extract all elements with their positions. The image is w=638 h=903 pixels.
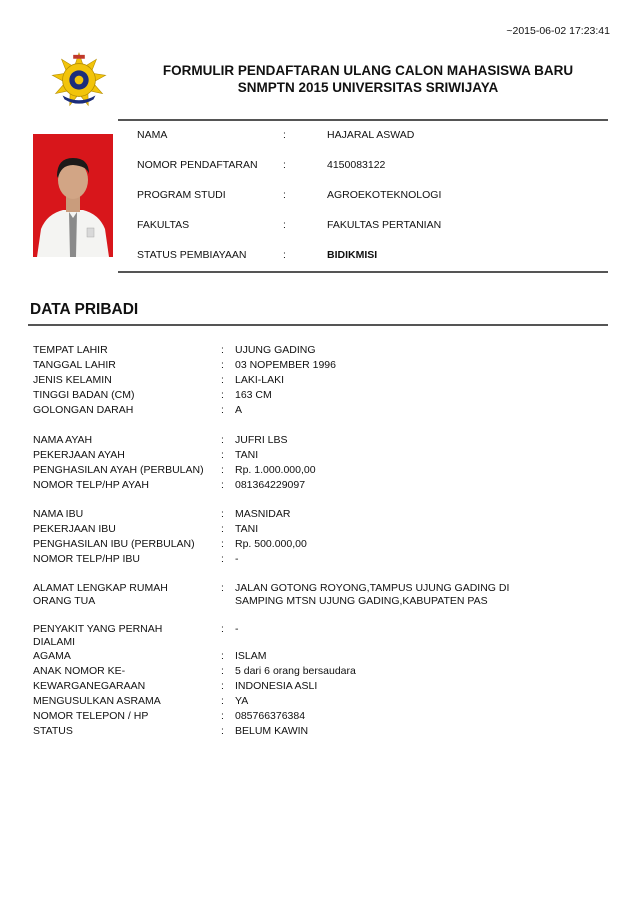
data-row-value: 081364229097 bbox=[235, 479, 306, 491]
data-row-value: BELUM KAWIN bbox=[235, 725, 309, 737]
data-row-label: NAMA IBU bbox=[33, 508, 84, 520]
data-row-label: TINGGI BADAN (CM) bbox=[33, 389, 135, 401]
data-row-colon: : bbox=[221, 553, 224, 565]
header-field-label: NOMOR PENDAFTARAN bbox=[137, 159, 258, 171]
data-row-label: MENGUSULKAN ASRAMA bbox=[33, 695, 161, 707]
data-row-colon: : bbox=[221, 389, 224, 401]
data-row-value: Rp. 500.000,00 bbox=[235, 538, 307, 550]
data-row-colon: : bbox=[221, 374, 224, 386]
section-title: DATA PRIBADI bbox=[30, 301, 139, 318]
data-row-colon: : bbox=[221, 650, 224, 662]
data-row-label: TANGGAL LAHIR bbox=[33, 359, 116, 371]
data-row-value: JALAN GOTONG ROYONG,TAMPUS UJUNG GADING DI SAMPING MTSN UJUNG GADING,KABUPATEN PAS bbox=[235, 582, 510, 607]
data-row-colon: : bbox=[221, 479, 224, 491]
data-row-label: PENGHASILAN IBU (PERBULAN) bbox=[33, 538, 195, 550]
data-row-colon: : bbox=[221, 359, 224, 371]
data-row-colon: : bbox=[221, 404, 224, 416]
student-portrait-image bbox=[33, 134, 113, 257]
data-row-colon: : bbox=[221, 464, 224, 476]
data-row-value: TANI bbox=[235, 523, 259, 535]
header-field-label: PROGRAM STUDI bbox=[137, 189, 226, 201]
data-row-label: STATUS bbox=[33, 725, 73, 737]
header-field-value: FAKULTAS PERTANIAN bbox=[327, 219, 442, 231]
data-row-value: - bbox=[235, 623, 239, 635]
data-row-value: ISLAM bbox=[235, 650, 267, 662]
header-field-colon: : bbox=[283, 219, 286, 231]
data-row-value: 03 NOPEMBER 1996 bbox=[235, 359, 336, 371]
section-divider bbox=[28, 324, 608, 326]
header-field-colon: : bbox=[283, 129, 286, 141]
data-row-label: NOMOR TELEPON / HP bbox=[33, 710, 149, 722]
data-row-value: A bbox=[235, 404, 243, 416]
data-row-value: UJUNG GADING bbox=[235, 344, 316, 356]
data-row-colon: : bbox=[221, 623, 224, 635]
data-row-label: JENIS KELAMIN bbox=[33, 374, 112, 386]
data-row-value: MASNIDAR bbox=[235, 508, 291, 520]
data-row-colon: : bbox=[221, 449, 224, 461]
header-field-colon: : bbox=[283, 159, 286, 171]
data-row-label: AGAMA bbox=[33, 650, 71, 662]
data-row-colon: : bbox=[221, 434, 224, 446]
data-row-value: JUFRI LBS bbox=[235, 434, 288, 446]
header-field-colon: : bbox=[283, 189, 286, 201]
student-photo bbox=[33, 134, 113, 257]
data-row-value: YA bbox=[235, 695, 249, 707]
header-field-label: FAKULTAS bbox=[137, 219, 190, 231]
data-row-colon: : bbox=[221, 665, 224, 677]
data-row-value: LAKI-LAKI bbox=[235, 374, 285, 386]
header-field-value: BIDIKMISI bbox=[327, 249, 378, 261]
data-row-colon: : bbox=[221, 344, 224, 356]
form-title-line-2: SNMPTN 2015 UNIVERSITAS SRIWIJAYA bbox=[237, 80, 499, 95]
data-row-value: 5 dari 6 orang bersaudara bbox=[235, 665, 356, 677]
data-row-label: KEWARGANEGARAAN bbox=[33, 680, 146, 692]
data-row-label: PEKERJAAN IBU bbox=[33, 523, 116, 535]
header-bottom-divider bbox=[118, 271, 608, 273]
header-field-value: 4150083122 bbox=[327, 159, 386, 171]
header-field-colon: : bbox=[283, 249, 286, 261]
data-row-colon: : bbox=[221, 538, 224, 550]
data-row-label: PENYAKIT YANG PERNAH DIALAMI bbox=[33, 623, 163, 648]
data-row-label: ALAMAT LENGKAP RUMAH ORANG TUA bbox=[33, 582, 168, 607]
data-row-label: TEMPAT LAHIR bbox=[33, 344, 108, 356]
data-row-value: TANI bbox=[235, 449, 259, 461]
data-row-label: NOMOR TELP/HP IBU bbox=[33, 553, 140, 565]
data-row-colon: : bbox=[221, 523, 224, 535]
data-row-colon: : bbox=[221, 680, 224, 692]
header-top-divider bbox=[118, 119, 608, 121]
form-title-line-1: FORMULIR PENDAFTARAN ULANG CALON MAHASISWA BARU bbox=[162, 63, 574, 78]
university-logo bbox=[50, 51, 108, 109]
data-row-colon: : bbox=[221, 695, 224, 707]
data-row-label: GOLONGAN DARAH bbox=[33, 404, 134, 416]
data-row-colon: : bbox=[221, 582, 224, 594]
data-row-colon: : bbox=[221, 725, 224, 737]
data-row-label: NAMA AYAH bbox=[33, 434, 93, 446]
data-row-colon: : bbox=[221, 710, 224, 722]
data-row-label: PEKERJAAN AYAH bbox=[33, 449, 125, 461]
header-field-label: NAMA bbox=[137, 129, 168, 141]
header-field-value: HAJARAL ASWAD bbox=[327, 129, 415, 141]
data-row-label: NOMOR TELP/HP AYAH bbox=[33, 479, 149, 491]
form-title bbox=[120, 62, 616, 96]
header-field-label: STATUS PEMBIAYAAN bbox=[137, 249, 247, 261]
print-timestamp: ~2015-06-02 17:23:41 bbox=[506, 25, 610, 37]
data-row-value: INDONESIA ASLI bbox=[235, 680, 318, 692]
header-field-value: AGROEKOTEKNOLOGI bbox=[327, 189, 442, 201]
data-row-value: - bbox=[235, 553, 239, 565]
data-row-label: ANAK NOMOR KE- bbox=[33, 665, 126, 677]
data-row-value: 085766376384 bbox=[235, 710, 306, 722]
data-row-value: Rp. 1.000.000,00 bbox=[235, 464, 316, 476]
data-row-value: 163 CM bbox=[235, 389, 272, 401]
data-row-label: PENGHASILAN AYAH (PERBULAN) bbox=[33, 464, 204, 476]
data-row-colon: : bbox=[221, 508, 224, 520]
